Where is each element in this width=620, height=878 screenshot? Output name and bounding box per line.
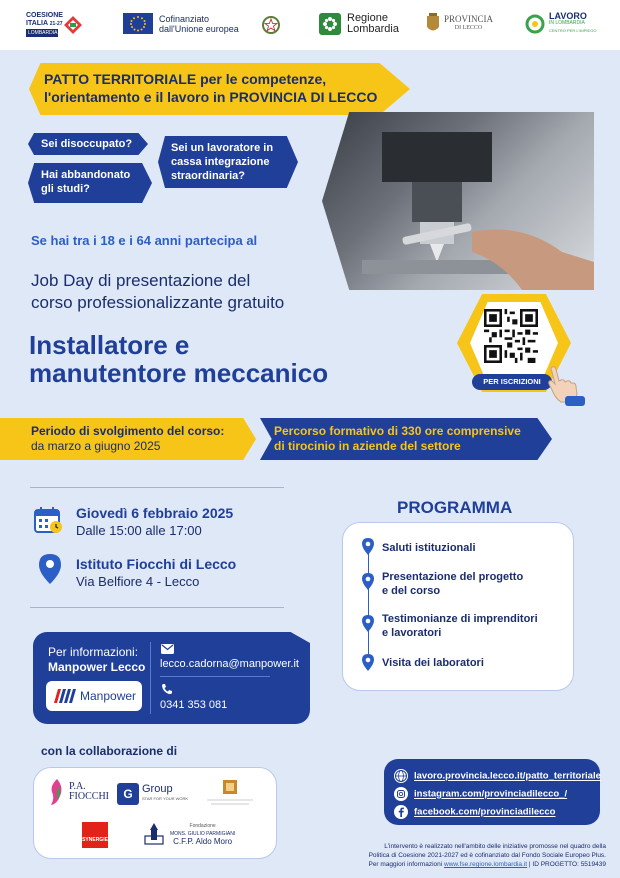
divider-top	[30, 487, 284, 488]
banner-line1: PATTO TERRITORIALE per le competenze,	[44, 71, 327, 87]
location-pin-icon	[38, 553, 62, 585]
programma-pin-icon-2	[361, 572, 375, 591]
manpower-logo	[46, 681, 142, 711]
period-value: da marzo a giugno 2025	[31, 439, 161, 453]
info-label: Per informazioni:	[48, 645, 139, 659]
lavoro-line1: LAVORO	[549, 11, 587, 21]
collab-title: con la collaborazione di	[41, 744, 178, 758]
eu-line2: dall'Unione europea	[159, 23, 239, 34]
question-3-text	[171, 141, 273, 183]
phone-icon	[161, 683, 173, 695]
provincia-line1: PROVINCIA	[444, 14, 494, 24]
percorso-line2: di tirocinio in aziende del settore	[274, 439, 461, 453]
programma-item-1	[382, 541, 476, 555]
gi-group-name: Group	[142, 783, 173, 795]
lavoro-line3: CENTRO PER L'IMPIEGO	[549, 28, 597, 33]
question-2-line1: Hai abbandonato	[41, 169, 131, 181]
divider-bottom	[30, 607, 284, 608]
question-3-line3: straordinaria?	[171, 170, 245, 182]
gi-group-logo	[117, 783, 188, 805]
question-1-text: Sei disoccupato?	[41, 138, 133, 150]
footer-line3-prefix: Per maggiori informazioni	[368, 861, 443, 868]
facebook-link[interactable]	[394, 805, 556, 819]
programma-pin-icon-1	[361, 537, 375, 556]
fondazione-line2: MONS. GIULIO PARMIGIANI	[170, 831, 236, 837]
synergie-logo: SYNERGIE	[82, 822, 108, 848]
question-3-line1: Sei un lavoratore in	[171, 142, 274, 154]
lathe-photo	[322, 112, 594, 290]
facebook-link-text[interactable]: facebook.com/provinciadilecco	[414, 806, 556, 818]
percorso-text	[274, 424, 521, 454]
event-venue: Istituto Fiocchi di Lecco	[76, 556, 237, 572]
jobday-line2: corso professionalizzante gratuito	[31, 293, 285, 312]
programma-pin-icon-3	[361, 614, 375, 633]
qr-code[interactable]	[484, 309, 538, 363]
web-link-text[interactable]: lavoro.provincia.lecco.it/patto_territoriale	[414, 770, 601, 782]
eu-flag-icon	[123, 13, 153, 34]
event-date: Giovedì 6 febbraio 2025	[76, 505, 234, 521]
programma-item-4	[382, 656, 484, 670]
event-time: Dalle 15:00 alle 17:00	[76, 523, 202, 538]
eu-cofinanziato-logo	[123, 13, 239, 34]
instagram-icon	[394, 787, 408, 801]
fondazione-line3: C.F.P. Aldo Moro	[173, 837, 233, 846]
gi-group-sub: STAR FOR YOUR WORK	[142, 796, 189, 801]
regione-rose-icon	[319, 13, 341, 35]
email-icon	[161, 644, 174, 654]
programma-item-4-line1: Visita dei laboratori	[382, 657, 484, 669]
instagram-link-text[interactable]: instagram.com/provinciadilecco_/	[414, 788, 568, 800]
coesione-italia-logo	[26, 12, 84, 38]
fondazione-logo	[143, 822, 235, 846]
gi-group-mark-icon: G	[117, 783, 139, 805]
percorso-line1: Percorso formativo di 330 ore comprensive	[274, 424, 521, 438]
web-link[interactable]	[394, 769, 601, 783]
period-label: Periodo di svolgimento del corso:	[31, 424, 225, 438]
regione-line2: Lombardia	[347, 23, 399, 35]
repubblica-emblem-icon	[261, 14, 281, 36]
event-address: Via Belfiore 4 - Lecco	[76, 574, 200, 589]
question-2-text	[41, 168, 130, 196]
programma-title: PROGRAMMA	[397, 498, 513, 517]
question-2-line2: gli studi?	[41, 183, 90, 195]
info-inner-divider	[160, 676, 270, 677]
footer-text	[300, 842, 606, 869]
footer-line3-suffix: | ID PROGETTO: 5519439	[528, 861, 606, 868]
calendar-icon	[33, 506, 63, 534]
info-phone[interactable]: 0341 353 081	[160, 699, 228, 711]
info-divider	[150, 642, 151, 714]
qr-iscrizioni-label[interactable]: PER ISCRIZIONI	[472, 374, 552, 390]
provincia-crest-icon	[426, 13, 440, 35]
jobday-text	[31, 270, 284, 314]
coesione-shape-icon	[62, 14, 84, 36]
info-org: Manpower Lecco	[48, 660, 146, 674]
coesione-line1: COESIONE	[26, 12, 63, 19]
jobday-line1: Job Day di presentazione del	[31, 271, 251, 290]
eu-line1: Cofinanziato	[159, 13, 210, 24]
pa-fiocchi-logo	[48, 778, 109, 806]
programma-item-3-line2: e lavoratori	[382, 627, 442, 639]
coesione-line2: ITALIA	[26, 20, 48, 27]
fondazione-church-icon	[143, 822, 165, 846]
programma-item-2-line2: e del corso	[382, 585, 441, 597]
pa-fiocchi-flame-icon	[48, 778, 66, 806]
footer-line2: Politica di Coesione 2021-2027 ed è cofinanziato dal Fondo Sociale Europeo Plus.	[368, 852, 606, 859]
pa-line1: P.A.	[69, 781, 86, 792]
period-text	[31, 424, 224, 454]
fondazione-line1: Fondazione	[189, 823, 216, 829]
course-title	[29, 331, 328, 387]
globe-icon	[394, 769, 408, 783]
programma-item-1-line1: Saluti istituzionali	[382, 542, 476, 554]
patto-banner-text	[44, 70, 377, 106]
course-title-line1: Installatore e	[29, 330, 190, 360]
provincia-lecco-logo	[426, 13, 493, 35]
course-title-line2: manutentore meccanico	[29, 358, 329, 388]
age-line: Se hai tra i 18 e i 64 anni partecipa al	[31, 233, 258, 248]
manpower-logo-text: Manpower	[80, 689, 137, 703]
regione-line1: Regione	[347, 12, 388, 24]
programma-item-3	[382, 612, 538, 640]
question-3-line2: cassa integrazione	[171, 156, 270, 168]
provincia-line2: DI LECCO	[454, 25, 483, 31]
scuola-professionale-logo	[205, 778, 255, 810]
manpower-stripes-icon	[52, 689, 76, 703]
programma-item-2	[382, 570, 523, 598]
info-email-link[interactable]: lecco.cadorna@manpower.it	[160, 658, 299, 670]
footer-fse-link[interactable]: www.fse.regione.lombardia.it	[444, 861, 528, 868]
lavoro-line2: IN LOMBARDIA	[549, 20, 585, 26]
lavoro-lombardia-logo	[525, 13, 596, 34]
footer-line1: L'intervento è realizzato nell'ambito delle iniziative promosse nel quadro della	[384, 843, 606, 850]
programma-timeline	[368, 545, 369, 663]
programma-pin-icon-4	[361, 653, 375, 672]
lathe-machine-illustration	[322, 112, 594, 290]
coesione-years: 21-27	[49, 21, 63, 27]
coesione-region: LOMBARDIA	[28, 30, 58, 36]
facebook-icon	[394, 805, 408, 819]
programma-item-3-line1: Testimonianze di imprenditori	[382, 613, 538, 625]
instagram-link[interactable]	[394, 787, 567, 801]
banner-line2: l'orientamento e il lavoro in PROVINCIA DI LECCO	[44, 89, 378, 105]
programma-item-2-line1: Presentazione del progetto	[382, 571, 524, 583]
lavoro-circle-icon	[525, 14, 545, 34]
pa-line2: FIOCCHI	[69, 791, 110, 802]
hand-pointer-icon	[545, 364, 585, 406]
regione-lombardia-logo	[319, 13, 399, 35]
